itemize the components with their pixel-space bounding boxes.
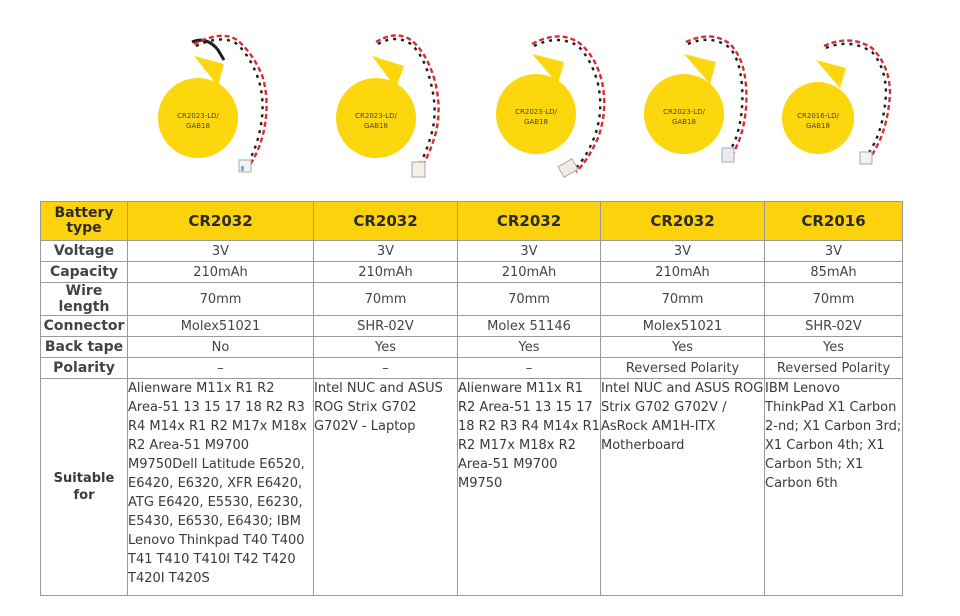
battery-label-line2: GAB18 [524, 118, 548, 126]
connector-cell: Molex 51146 [458, 316, 601, 337]
suitable-for-cell: Intel NUC and ASUS ROG Strix G702 G702V / AsRock AM1H-ITX Motherboard [601, 379, 765, 596]
wire-length-cell: 70mm [314, 283, 458, 316]
battery-image [640, 30, 790, 180]
table-row [41, 358, 903, 379]
battery-type-cell: CR2032 [128, 202, 314, 241]
suitable-for-cell: Alienware M11x R1 R2 Area-51 13 15 17 18 R2 R3 R4 M14x R1 R2 M17x M18x R2 Area-51 M9700 M9750 [458, 379, 601, 596]
battery-type-cell: CR2032 [601, 202, 765, 241]
row-label-wire-length: Wire length [41, 283, 128, 316]
back-tape-cell: Yes [314, 337, 458, 358]
back-tape-cell: Yes [765, 337, 903, 358]
suitable-for-cell: IBM Lenovo ThinkPad X1 Carbon 2-nd; X1 Carbon 3rd; X1 Carbon 4th; X1 Carbon 5th; X1 Carbon 6th [765, 379, 903, 596]
back-tape-cell: Yes [458, 337, 601, 358]
table-row [41, 241, 903, 262]
spec-table [40, 201, 903, 596]
connector-cell: SHR-02V [765, 316, 903, 337]
voltage-cell: 3V [128, 241, 314, 262]
battery-type-cell: CR2032 [458, 202, 601, 241]
back-tape-cell: No [128, 337, 314, 358]
wire-length-cell: 70mm [601, 283, 765, 316]
polarity-cell: – [314, 358, 458, 379]
suitable-for-cell: Intel NUC and ASUS ROG Strix G702 G702V - Laptop [314, 379, 458, 596]
suitable-for-cell: Alienware M11x R1 R2 Area-51 13 15 17 18 R2 R3 R4 M14x R1 R2 M17x M18x R2 Area-51 M9700 M9750Dell Latitude E6520, E6420, E6320, XFR E6420, ATG E6420, E5530, E6230, E5430, E6530, E6430; IBM Lenovo Thinkpad T40 T400 T41 T410 T410I T42 T420 T420I T420S [128, 379, 314, 596]
row-label-suitable-for: Suitable for [41, 379, 128, 596]
row-label-back-tape: Back tape [41, 337, 128, 358]
voltage-cell: 3V [601, 241, 765, 262]
battery-label-line1: CR2023-LD/ [177, 112, 219, 120]
row-label-connector: Connector [41, 316, 128, 337]
capacity-cell: 210mAh [458, 262, 601, 283]
table-row [41, 262, 903, 283]
battery-image [152, 30, 302, 180]
back-tape-cell: Yes [601, 337, 765, 358]
polarity-cell: Reversed Polarity [601, 358, 765, 379]
capacity-cell: 85mAh [765, 262, 903, 283]
battery-label-line2: GAB18 [672, 118, 696, 126]
capacity-cell: 210mAh [128, 262, 314, 283]
row-label-battery-type: Battery type [41, 202, 128, 241]
battery-type-cell: CR2032 [314, 202, 458, 241]
battery-label-line2: GAB18 [186, 122, 210, 130]
polarity-cell: – [458, 358, 601, 379]
table-row [41, 316, 903, 337]
battery-image [778, 30, 928, 180]
polarity-cell: Reversed Polarity [765, 358, 903, 379]
table-row [41, 202, 903, 241]
table-row [41, 283, 903, 316]
polarity-cell: – [128, 358, 314, 379]
wire-length-cell: 70mm [128, 283, 314, 316]
wire-length-cell: 70mm [765, 283, 903, 316]
capacity-cell: 210mAh [314, 262, 458, 283]
row-label-polarity: Polarity [41, 358, 128, 379]
battery-type-cell: CR2016 [765, 202, 903, 241]
voltage-cell: 3V [314, 241, 458, 262]
battery-image [490, 30, 640, 180]
table-row [41, 337, 903, 358]
voltage-cell: 3V [458, 241, 601, 262]
table-row [41, 379, 903, 596]
battery-label-line2: GAB18 [364, 122, 388, 130]
connector-cell: Molex51021 [128, 316, 314, 337]
connector-cell: SHR-02V [314, 316, 458, 337]
battery-label-line2: GAB18 [806, 122, 830, 130]
battery-label-line1: CR2023-LD/ [515, 108, 557, 116]
wire-length-cell: 70mm [458, 283, 601, 316]
row-label-voltage: Voltage [41, 241, 128, 262]
row-label-capacity: Capacity [41, 262, 128, 283]
battery-label-line1: CR2016-LD/ [797, 112, 839, 120]
battery-image [326, 30, 476, 180]
capacity-cell: 210mAh [601, 262, 765, 283]
voltage-cell: 3V [765, 241, 903, 262]
battery-label-line1: CR2023-LD/ [663, 108, 705, 116]
connector-cell: Molex51021 [601, 316, 765, 337]
battery-label-line1: CR2023-LD/ [355, 112, 397, 120]
